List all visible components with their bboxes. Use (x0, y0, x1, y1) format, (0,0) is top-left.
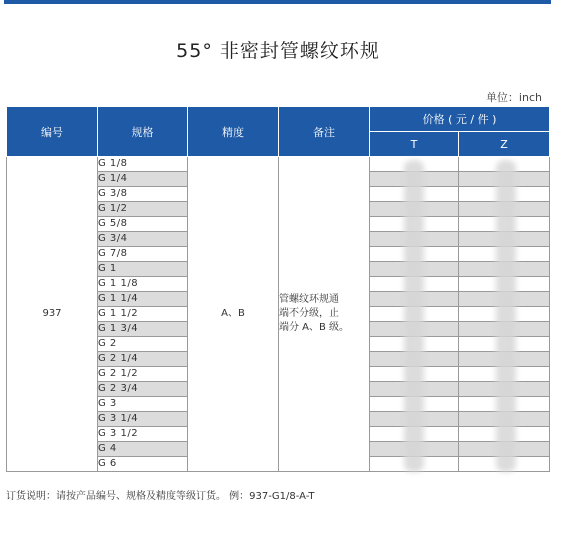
spec-cell: G 1/2 (98, 202, 188, 217)
precision-grade: A、B (188, 157, 279, 472)
spec-cell: G 1 1/8 (98, 277, 188, 292)
remark-cell (279, 157, 370, 472)
header-price-t: T (370, 132, 459, 157)
spec-cell: G 2 1/4 (98, 352, 188, 367)
spec-cell: G 7/8 (98, 247, 188, 262)
page-title: 55° 非密封管螺纹环规 (176, 40, 380, 62)
top-accent-bar (4, 0, 551, 4)
price-t-redaction (404, 160, 424, 472)
spec-cell: G 3/4 (98, 232, 188, 247)
order-note: 订货说明：请按产品编号、规格及精度等级订货。 例：937-G1/8-A-T (6, 491, 315, 502)
spec-cell: G 2 1/2 (98, 367, 188, 382)
price-z-redaction (496, 160, 516, 472)
remark-line: 管螺纹环规通 (279, 294, 339, 305)
table-row (7, 157, 550, 172)
spec-cell: G 1 1/4 (98, 292, 188, 307)
remark-line: 端不分级，止 (279, 308, 339, 319)
product-code: 937 (7, 157, 98, 472)
header-precision: 精度 (188, 107, 279, 157)
header-code: 编号 (7, 107, 98, 157)
unit-label: 单位：inch (485, 91, 542, 104)
spec-cell: G 1/4 (98, 172, 188, 187)
spec-cell: G 1 (98, 262, 188, 277)
spec-cell: G 2 (98, 337, 188, 352)
header-spec: 规格 (98, 107, 188, 157)
spec-cell: G 3/8 (98, 187, 188, 202)
spec-cell: G 3 1/2 (98, 427, 188, 442)
spec-cell: G 5/8 (98, 217, 188, 232)
spec-cell: G 3 1/4 (98, 412, 188, 427)
remark-line: 端分 A、B 级。 (279, 322, 350, 333)
spec-cell: G 1/8 (98, 157, 188, 172)
spec-cell: G 6 (98, 457, 188, 472)
spec-cell: G 1 3/4 (98, 322, 188, 337)
spec-cell: G 1 1/2 (98, 307, 188, 322)
header-price: 价格 ( 元 / 件 ) (370, 107, 550, 132)
price-table (6, 106, 550, 472)
spec-cell: G 4 (98, 442, 188, 457)
header-price-z: Z (459, 132, 550, 157)
spec-cell: G 3 (98, 397, 188, 412)
header-remark: 备注 (279, 107, 370, 157)
spec-cell: G 2 3/4 (98, 382, 188, 397)
